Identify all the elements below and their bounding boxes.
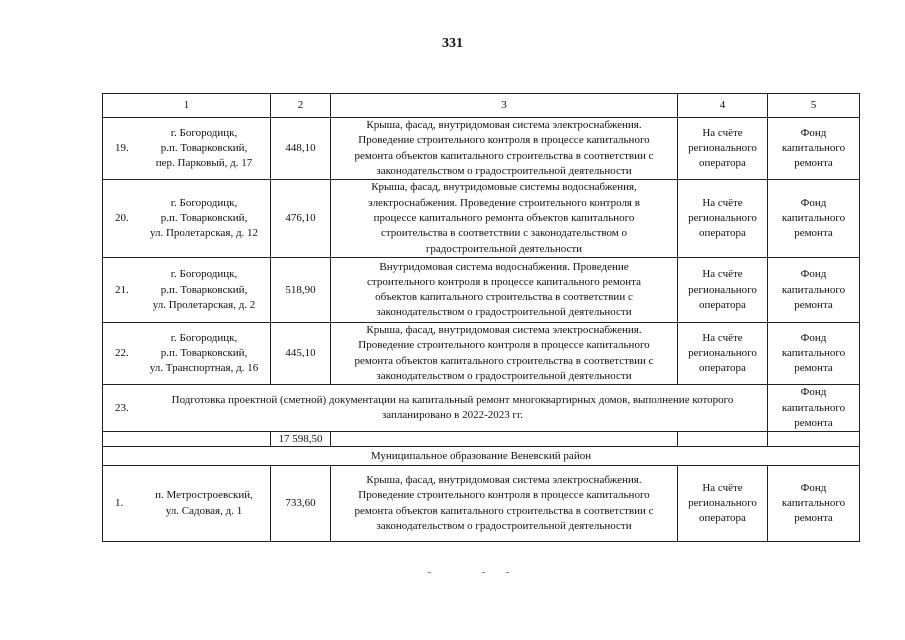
address-cell (103, 466, 271, 542)
row-description: Внутридомовая система водоснабжения. Проведение строительного контроля в процессе капитального ремонта объектов капитального строительства в соответствии с законодательством о градостроительной деятельности (331, 258, 678, 323)
address-cell (103, 118, 271, 180)
address-cell (103, 323, 271, 385)
row-cost: 445,10 (271, 323, 331, 385)
total-empty-cell (678, 432, 768, 447)
table-row (103, 258, 860, 323)
row-description: Крыша, фасад, внутридомовая система электроснабжения. Проведение строительного контроля в процессе капитального ремонта объектов капитального строительства в соответствии с законодательством о градостроительной деятельности (331, 466, 678, 542)
table-row-design-docs (103, 385, 860, 432)
header-cell-3: 3 (331, 94, 678, 118)
row-cost: 733,60 (271, 466, 331, 542)
row-col5: Фонд капитального ремонта (768, 180, 860, 258)
row-col5: Фонд капитального ремонта (768, 466, 860, 542)
table-row (103, 323, 860, 385)
design-docs-text: Подготовка проектной (сметной) документации на капитальный ремонт многоквартирных домов, выполнение которого запланировано в 2022-2023 гг. (171, 394, 734, 422)
row-address: г. Богородицк, р.п. Товарковский, ул. Пролетарская, д. 2 (152, 268, 256, 311)
header-cell-4: 4 (678, 94, 768, 118)
row-number: 21. (115, 283, 129, 296)
row-col4: На счёте регионального оператора (678, 180, 768, 258)
row-address: г. Богородицк, р.п. Товарковский, ул. Транспортная, д. 16 (149, 331, 259, 375)
header-cell-2: 2 (271, 94, 331, 118)
row-address: г. Богородицк, р.п. Товарковский, ул. Пролетарская, д. 12 (149, 196, 259, 240)
address-cell (103, 258, 271, 323)
row-description: Крыша, фасад, внутридомовая система электроснабжения. Проведение строительного контроля в процессе капитального ремонта объектов капитального строительства в соответствии с законодательством о градостроительной деятельности (331, 118, 678, 180)
design-docs-cell (103, 385, 768, 432)
total-empty-cell (103, 432, 271, 447)
row-description: Крыша, фасад, внутридомовые системы водоснабжения, электроснабжения. Проведение строительного контроля в процессе капитального ремонта объектов капитального строительства в соответствии с законодательством о градостроительной деятельности (331, 180, 678, 258)
row-address: п. Метростроевский, ул. Садовая, д. 1 (155, 489, 253, 517)
scan-specks (420, 572, 540, 574)
table-row (103, 466, 860, 542)
row-number: 20. (115, 212, 129, 225)
row-col4: На счёте регионального оператора (678, 466, 768, 542)
row-number: 1. (115, 497, 124, 510)
row-number: 23. (115, 401, 129, 414)
row-number: 19. (115, 141, 129, 154)
total-cost: 17 598,50 (271, 432, 331, 447)
row-col5: Фонд капитального ремонта (768, 118, 860, 180)
page-number: 331 (442, 36, 463, 51)
row-col4: На счёте регионального оператора (678, 323, 768, 385)
row-col5: Фонд капитального ремонта (768, 258, 860, 323)
row-col5: Фонд капитального ремонта (768, 385, 860, 432)
row-col4: На счёте регионального оператора (678, 258, 768, 323)
row-number: 22. (115, 347, 129, 360)
row-cost: 448,10 (271, 118, 331, 180)
row-address: г. Богородицк, р.п. Товарковский, пер. Парковый, д. 17 (155, 126, 253, 170)
municipality-title: Муниципальное образование Веневский район (103, 447, 860, 466)
capital-repair-table (102, 93, 860, 542)
total-empty-cell (768, 432, 860, 447)
table-row (103, 118, 860, 180)
row-col5: Фонд капитального ремонта (768, 323, 860, 385)
municipality-row (103, 447, 860, 466)
address-cell (103, 180, 271, 258)
header-cell-5: 5 (768, 94, 860, 118)
row-cost: 476,10 (271, 180, 331, 258)
row-col4: На счёте регионального оператора (678, 118, 768, 180)
table-total-row (103, 432, 860, 447)
table-header-row (103, 94, 860, 118)
header-cell-1: 1 (103, 94, 271, 118)
total-empty-cell (331, 432, 678, 447)
row-description: Крыша, фасад, внутридомовая система электроснабжения. Проведение строительного контроля в процессе капитального ремонта объектов капитального строительства в соответствии с законодательством о градостроительной деятельности (331, 323, 678, 385)
table-row (103, 180, 860, 258)
row-cost: 518,90 (271, 258, 331, 323)
